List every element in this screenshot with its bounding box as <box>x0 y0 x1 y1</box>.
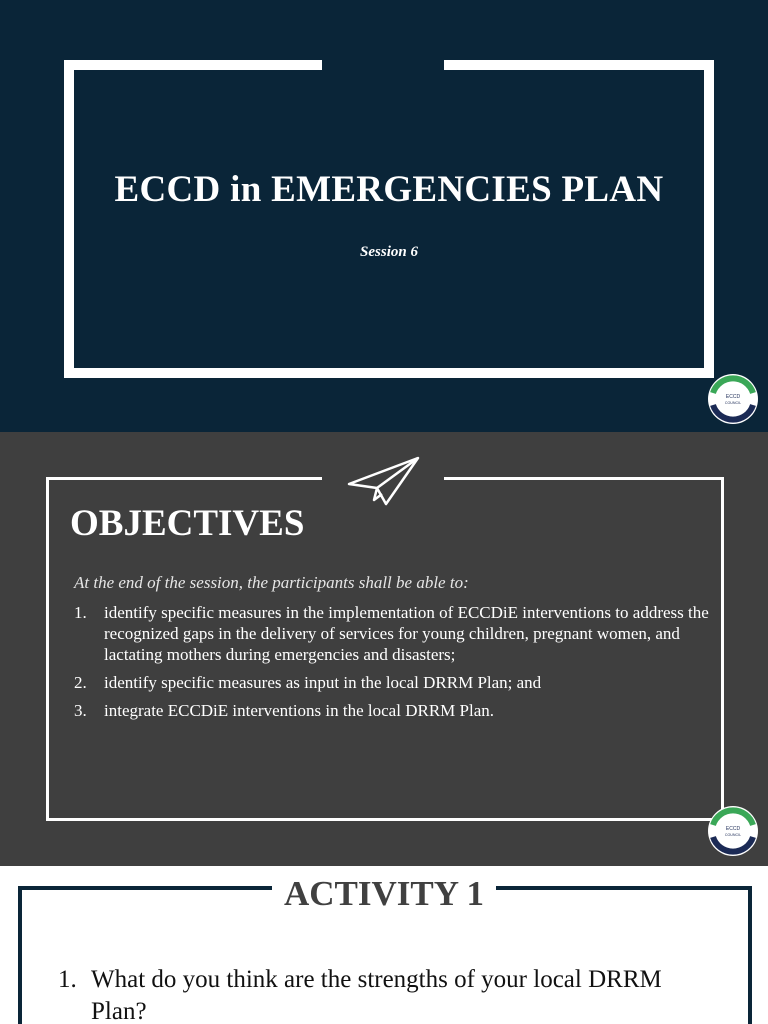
list-text: identify specific measures in the implementation of ECCDiE interventions to address the recognized gaps in the delivery of services for young children, pregnant women, and lactating mothers during emergencies and disasters; <box>104 603 709 664</box>
title-frame <box>64 60 714 378</box>
list-item <box>74 700 710 721</box>
activity-list <box>58 964 718 1024</box>
logo-text-line2: COUNCIL <box>724 833 742 837</box>
list-item <box>58 964 718 1024</box>
logo-text-line1: ECCD <box>725 826 741 832</box>
list-item <box>74 602 710 665</box>
objectives-list <box>74 602 710 728</box>
list-item <box>74 672 710 693</box>
objectives-intro: At the end of the session, the participants shall be able to: <box>74 573 469 592</box>
list-number: 1. <box>74 603 87 622</box>
objectives-heading: OBJECTIVES <box>70 503 305 544</box>
eccd-council-logo <box>707 373 759 425</box>
eccd-council-logo <box>707 805 759 857</box>
list-number: 2. <box>74 673 87 692</box>
list-text: What do you think are the strengths of your local DRRM Plan? <box>91 966 662 1024</box>
frame-gap <box>322 55 444 75</box>
objectives-slide <box>0 432 768 866</box>
list-text: integrate ECCDiE interventions in the local DRRM Plan. <box>104 701 494 720</box>
list-text: identify specific measures as input in the local DRRM Plan; and <box>104 673 542 692</box>
activity-heading: ACTIVITY 1 <box>284 874 484 913</box>
paper-plane-icon <box>346 454 422 508</box>
slide-title: ECCD in EMERGENCIES PLAN <box>114 169 664 210</box>
logo-text-line1: ECCD <box>725 394 741 400</box>
title-slide <box>0 0 768 432</box>
list-number: 3. <box>74 701 87 720</box>
logo-text-line2: COUNCIL <box>724 401 742 405</box>
slide-subtitle: Session 6 <box>360 244 418 260</box>
list-number: 1. <box>58 966 77 993</box>
activity-slide <box>0 866 768 1024</box>
